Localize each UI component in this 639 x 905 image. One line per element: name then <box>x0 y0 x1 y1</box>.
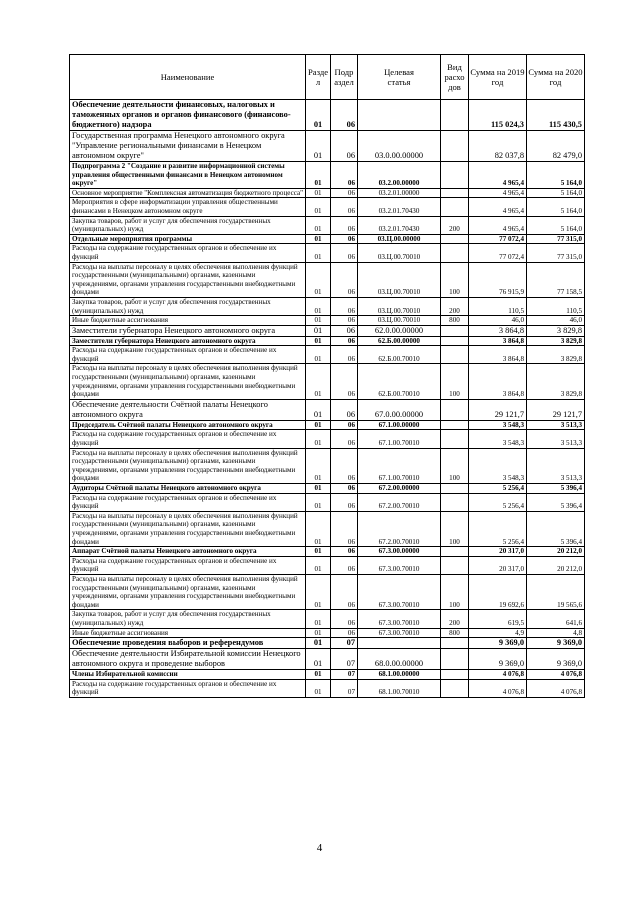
cell-name: Члены Избирательной комиссии <box>70 670 306 680</box>
header-name: Наименование <box>70 55 306 100</box>
table-row <box>70 244 585 262</box>
cell-vid-rashodov: 200 <box>441 297 469 315</box>
cell-razdel: 01 <box>306 262 331 297</box>
cell-name: Расходы на выплаты персоналу в целях обеспечения выполнения функций государственными (муниципальными) органами, казенными учреждениями, органами управления государственными внебюджетными фондами <box>70 364 306 399</box>
cell-podrazdel: 06 <box>331 262 358 297</box>
table-row <box>70 198 585 216</box>
cell-podrazdel: 06 <box>331 188 358 198</box>
cell-podrazdel: 06 <box>331 448 358 483</box>
cell-podrazdel: 06 <box>331 131 358 162</box>
cell-sum-2020: 77 315,0 <box>527 234 585 244</box>
cell-podrazdel: 06 <box>331 100 358 131</box>
cell-sum-2020: 9 369,0 <box>527 649 585 670</box>
cell-sum-2019: 4,9 <box>469 628 527 638</box>
cell-sum-2019: 3 864,8 <box>469 364 527 399</box>
cell-sum-2019: 3 864,8 <box>469 325 527 336</box>
cell-sum-2020: 5 164,0 <box>527 198 585 216</box>
cell-name: Аппарат Счётной палаты Ненецкого автономного округа <box>70 547 306 557</box>
cell-sum-2020: 3 513,3 <box>527 420 585 430</box>
cell-name: Обеспечение деятельности финансовых, налоговых и таможенных органов и органов финансового (финансово-бюджетного) надзора <box>70 100 306 131</box>
cell-sum-2020: 5 164,0 <box>527 188 585 198</box>
cell-podrazdel: 06 <box>331 430 358 448</box>
cell-sum-2020: 3 829,8 <box>527 364 585 399</box>
cell-vid-rashodov <box>441 188 469 198</box>
cell-sum-2019: 9 369,0 <box>469 649 527 670</box>
cell-name: Иные бюджетные ассигнования <box>70 628 306 638</box>
cell-name: Подпрограмма 2 "Создание и развитие информационной системы управления общественными финансами в Ненецком автономном округе" <box>70 162 306 189</box>
cell-razdel: 01 <box>306 610 331 628</box>
budget-table <box>69 54 585 698</box>
cell-sum-2020: 77 315,0 <box>527 244 585 262</box>
table-row <box>70 511 585 546</box>
cell-vid-rashodov <box>441 493 469 511</box>
cell-razdel: 01 <box>306 198 331 216</box>
table-row <box>70 346 585 364</box>
cell-sum-2019: 3 864,8 <box>469 346 527 364</box>
cell-vid-rashodov: 100 <box>441 262 469 297</box>
cell-sum-2020: 4 076,8 <box>527 670 585 680</box>
table-row <box>70 448 585 483</box>
table-header-row <box>70 55 585 100</box>
cell-sum-2019: 5 256,4 <box>469 493 527 511</box>
cell-name: Закупка товаров, работ и услуг для обеспечения государственных (муниципальных) нужд <box>70 297 306 315</box>
cell-celevaya-statya: 03.Ц.00.00000 <box>358 234 441 244</box>
cell-vid-rashodov <box>441 325 469 336</box>
cell-sum-2020: 82 479,0 <box>527 131 585 162</box>
cell-sum-2019: 3 864,8 <box>469 336 527 346</box>
cell-name: Государственная программа Ненецкого автономного округа "Управление региональными финансами в Ненецком автономном округе" <box>70 131 306 162</box>
cell-name: Обеспечение деятельности Избирательной комиссии Ненецкого автономного округа и проведение выборов <box>70 649 306 670</box>
table-row <box>70 100 585 131</box>
cell-sum-2019: 3 548,3 <box>469 430 527 448</box>
cell-sum-2019: 619,5 <box>469 610 527 628</box>
cell-celevaya-statya: 68.1.00.70010 <box>358 679 441 697</box>
cell-sum-2019: 4 076,8 <box>469 670 527 680</box>
cell-vid-rashodov <box>441 244 469 262</box>
cell-celevaya-statya: 03.Ц.00.70010 <box>358 244 441 262</box>
cell-vid-rashodov <box>441 638 469 649</box>
cell-podrazdel: 06 <box>331 610 358 628</box>
table-row <box>70 628 585 638</box>
cell-vid-rashodov: 200 <box>441 610 469 628</box>
cell-sum-2020: 29 121,7 <box>527 399 585 420</box>
cell-razdel: 01 <box>306 100 331 131</box>
cell-sum-2020: 3 513,3 <box>527 430 585 448</box>
cell-vid-rashodov <box>441 484 469 494</box>
cell-sum-2020: 115 430,5 <box>527 100 585 131</box>
budget-table-sheet <box>69 54 584 698</box>
cell-name: Расходы на содержание государственных органов и обеспечение их функций <box>70 346 306 364</box>
cell-podrazdel: 06 <box>331 420 358 430</box>
table-row <box>70 262 585 297</box>
cell-vid-rashodov: 100 <box>441 364 469 399</box>
cell-name: Расходы на выплаты персоналу в целях обеспечения выполнения функций государственными (муниципальными) органами, казенными учреждениями, органами управления государственными внебюджетными фондами <box>70 448 306 483</box>
cell-name: Председатель Счётной палаты Ненецкого автономного округа <box>70 420 306 430</box>
cell-vid-rashodov <box>441 346 469 364</box>
cell-sum-2020: 3 829,8 <box>527 325 585 336</box>
cell-razdel: 01 <box>306 297 331 315</box>
cell-vid-rashodov: 200 <box>441 216 469 234</box>
cell-podrazdel: 06 <box>331 547 358 557</box>
cell-name: Отдельные мероприятия программы <box>70 234 306 244</box>
cell-sum-2020: 3 829,8 <box>527 346 585 364</box>
cell-celevaya-statya: 62.0.00.00000 <box>358 325 441 336</box>
cell-razdel: 01 <box>306 131 331 162</box>
cell-sum-2019: 46,0 <box>469 316 527 326</box>
cell-celevaya-statya: 62.Б.00.00000 <box>358 336 441 346</box>
table-row <box>70 610 585 628</box>
cell-sum-2019: 9 369,0 <box>469 638 527 649</box>
table-row <box>70 649 585 670</box>
cell-sum-2019: 20 317,0 <box>469 556 527 574</box>
cell-vid-rashodov <box>441 556 469 574</box>
cell-sum-2019: 76 915,9 <box>469 262 527 297</box>
cell-podrazdel: 06 <box>331 493 358 511</box>
cell-name: Закупка товаров, работ и услуг для обеспечения государственных (муниципальных) нужд <box>70 610 306 628</box>
cell-name: Обеспечение проведения выборов и референдумов <box>70 638 306 649</box>
cell-celevaya-statya: 03.2.01.70430 <box>358 216 441 234</box>
cell-celevaya-statya: 67.3.00.70010 <box>358 610 441 628</box>
cell-celevaya-statya: 03.0.00.00000 <box>358 131 441 162</box>
cell-podrazdel: 07 <box>331 670 358 680</box>
cell-name: Расходы на содержание государственных органов и обеспечение их функций <box>70 430 306 448</box>
cell-sum-2020: 5 164,0 <box>527 162 585 189</box>
cell-celevaya-statya: 67.3.00.00000 <box>358 547 441 557</box>
cell-razdel: 01 <box>306 336 331 346</box>
cell-celevaya-statya: 62.Б.00.70010 <box>358 346 441 364</box>
cell-razdel: 01 <box>306 430 331 448</box>
cell-celevaya-statya <box>358 100 441 131</box>
cell-name: Заместители губернатора Ненецкого автономного округа <box>70 325 306 336</box>
cell-vid-rashodov: 100 <box>441 448 469 483</box>
cell-celevaya-statya: 67.3.00.70010 <box>358 556 441 574</box>
cell-razdel: 01 <box>306 670 331 680</box>
table-row <box>70 131 585 162</box>
cell-sum-2020: 4,8 <box>527 628 585 638</box>
table-row <box>70 162 585 189</box>
cell-razdel: 01 <box>306 638 331 649</box>
cell-sum-2019: 29 121,7 <box>469 399 527 420</box>
cell-podrazdel: 06 <box>331 364 358 399</box>
table-row <box>70 188 585 198</box>
cell-name: Иные бюджетные ассигнования <box>70 316 306 326</box>
cell-name: Расходы на содержание государственных органов и обеспечение их функций <box>70 679 306 697</box>
cell-razdel: 01 <box>306 399 331 420</box>
cell-vid-rashodov <box>441 336 469 346</box>
cell-vid-rashodov: 800 <box>441 628 469 638</box>
cell-razdel: 01 <box>306 346 331 364</box>
cell-celevaya-statya: 03.2.01.00000 <box>358 188 441 198</box>
cell-name: Мероприятия в сфере информатизации управления общественными финансами в Ненецком автономном округе <box>70 198 306 216</box>
cell-sum-2019: 110,5 <box>469 297 527 315</box>
cell-celevaya-statya: 03.Ц.00.70010 <box>358 262 441 297</box>
cell-celevaya-statya: 67.1.00.70010 <box>358 430 441 448</box>
table-row <box>70 493 585 511</box>
table-row <box>70 679 585 697</box>
cell-sum-2020: 5 396,4 <box>527 511 585 546</box>
cell-sum-2020: 641,6 <box>527 610 585 628</box>
cell-sum-2019: 5 256,4 <box>469 484 527 494</box>
cell-sum-2020: 77 158,5 <box>527 262 585 297</box>
cell-vid-rashodov <box>441 198 469 216</box>
cell-sum-2020: 5 396,4 <box>527 484 585 494</box>
cell-celevaya-statya: 68.0.00.00000 <box>358 649 441 670</box>
cell-podrazdel: 06 <box>331 234 358 244</box>
cell-name: Основное мероприятие "Комплексная автоматизация бюджетного процесса" <box>70 188 306 198</box>
cell-vid-rashodov <box>441 679 469 697</box>
cell-sum-2020: 5 164,0 <box>527 216 585 234</box>
cell-sum-2019: 4 076,8 <box>469 679 527 697</box>
cell-podrazdel: 06 <box>331 198 358 216</box>
cell-razdel: 01 <box>306 556 331 574</box>
header-celevaya-statya: Целевая статья <box>358 55 441 100</box>
cell-razdel: 01 <box>306 162 331 189</box>
cell-sum-2020: 20 212,0 <box>527 556 585 574</box>
cell-podrazdel: 06 <box>331 574 358 609</box>
cell-celevaya-statya: 67.2.00.00000 <box>358 484 441 494</box>
cell-sum-2019: 77 072,4 <box>469 234 527 244</box>
cell-podrazdel: 06 <box>331 162 358 189</box>
table-row <box>70 336 585 346</box>
cell-celevaya-statya: 67.2.00.70010 <box>358 493 441 511</box>
cell-podrazdel: 06 <box>331 316 358 326</box>
cell-podrazdel: 07 <box>331 649 358 670</box>
cell-name: Расходы на содержание государственных органов и обеспечение их функций <box>70 556 306 574</box>
cell-razdel: 01 <box>306 244 331 262</box>
cell-sum-2019: 82 037,8 <box>469 131 527 162</box>
table-row <box>70 430 585 448</box>
cell-sum-2019: 4 965,4 <box>469 162 527 189</box>
cell-celevaya-statya: 03.Ц.00.70010 <box>358 297 441 315</box>
cell-razdel: 01 <box>306 628 331 638</box>
table-row <box>70 216 585 234</box>
cell-sum-2019: 4 965,4 <box>469 216 527 234</box>
table-row <box>70 574 585 609</box>
cell-podrazdel: 06 <box>331 336 358 346</box>
cell-vid-rashodov <box>441 234 469 244</box>
header-podrazdel: Подр аздел <box>331 55 358 100</box>
cell-razdel: 01 <box>306 511 331 546</box>
cell-sum-2019: 19 692,6 <box>469 574 527 609</box>
cell-podrazdel: 06 <box>331 399 358 420</box>
cell-podrazdel: 06 <box>331 484 358 494</box>
cell-podrazdel: 06 <box>331 297 358 315</box>
cell-vid-rashodov <box>441 430 469 448</box>
cell-name: Заместители губернатора Ненецкого автономного округа <box>70 336 306 346</box>
cell-celevaya-statya: 67.2.00.70010 <box>358 511 441 546</box>
cell-sum-2019: 5 256,4 <box>469 511 527 546</box>
cell-sum-2020: 19 565,6 <box>527 574 585 609</box>
table-row <box>70 234 585 244</box>
cell-razdel: 01 <box>306 316 331 326</box>
cell-podrazdel: 06 <box>331 325 358 336</box>
cell-razdel: 01 <box>306 484 331 494</box>
table-row <box>70 399 585 420</box>
cell-name: Расходы на выплаты персоналу в целях обеспечения выполнения функций государственными (муниципальными) органами, казенными учреждениями, органами управления государственными внебюджетными фондами <box>70 262 306 297</box>
cell-name: Расходы на содержание государственных органов и обеспечение их функций <box>70 493 306 511</box>
cell-sum-2020: 3 513,3 <box>527 448 585 483</box>
cell-sum-2019: 3 548,3 <box>469 420 527 430</box>
page-number: 4 <box>316 842 323 854</box>
cell-razdel: 01 <box>306 364 331 399</box>
cell-podrazdel: 06 <box>331 628 358 638</box>
cell-sum-2020: 3 829,8 <box>527 336 585 346</box>
cell-razdel: 01 <box>306 574 331 609</box>
cell-sum-2020: 5 396,4 <box>527 493 585 511</box>
cell-sum-2020: 46,0 <box>527 316 585 326</box>
cell-sum-2019: 4 965,4 <box>469 188 527 198</box>
cell-sum-2019: 115 024,3 <box>469 100 527 131</box>
cell-name: Обеспечение деятельности Счётной палаты Ненецкого автономного округа <box>70 399 306 420</box>
table-row <box>70 556 585 574</box>
header-sum-2019: Сумма на 2019 год <box>469 55 527 100</box>
table-row <box>70 364 585 399</box>
cell-vid-rashodov <box>441 100 469 131</box>
cell-podrazdel: 06 <box>331 556 358 574</box>
cell-celevaya-statya: 67.0.00.00000 <box>358 399 441 420</box>
cell-vid-rashodov: 800 <box>441 316 469 326</box>
header-razdel: Разде л <box>306 55 331 100</box>
cell-vid-rashodov <box>441 547 469 557</box>
cell-vid-rashodov <box>441 420 469 430</box>
table-row <box>70 316 585 326</box>
cell-podrazdel: 06 <box>331 346 358 364</box>
table-row <box>70 484 585 494</box>
cell-podrazdel: 06 <box>331 244 358 262</box>
table-row <box>70 670 585 680</box>
cell-sum-2020: 4 076,8 <box>527 679 585 697</box>
cell-sum-2019: 20 317,0 <box>469 547 527 557</box>
cell-podrazdel: 06 <box>331 511 358 546</box>
cell-vid-rashodov <box>441 649 469 670</box>
cell-celevaya-statya: 03.2.01.70430 <box>358 198 441 216</box>
cell-vid-rashodov <box>441 162 469 189</box>
cell-razdel: 01 <box>306 679 331 697</box>
cell-celevaya-statya: 67.1.00.70010 <box>358 448 441 483</box>
header-vid-rashodov: Вид расхо дов <box>441 55 469 100</box>
cell-sum-2019: 4 965,4 <box>469 198 527 216</box>
cell-celevaya-statya: 62.Б.00.70010 <box>358 364 441 399</box>
cell-vid-rashodov <box>441 399 469 420</box>
cell-razdel: 01 <box>306 448 331 483</box>
cell-razdel: 01 <box>306 420 331 430</box>
cell-razdel: 01 <box>306 188 331 198</box>
cell-celevaya-statya: 68.1.00.00000 <box>358 670 441 680</box>
cell-sum-2020: 20 212,0 <box>527 547 585 557</box>
cell-name: Расходы на содержание государственных органов и обеспечение их функций <box>70 244 306 262</box>
table-row <box>70 325 585 336</box>
cell-vid-rashodov: 100 <box>441 511 469 546</box>
cell-razdel: 01 <box>306 325 331 336</box>
cell-celevaya-statya: 67.3.00.70010 <box>358 574 441 609</box>
cell-celevaya-statya: 67.3.00.70010 <box>358 628 441 638</box>
cell-celevaya-statya: 67.1.00.00000 <box>358 420 441 430</box>
table-row <box>70 638 585 649</box>
table-row <box>70 297 585 315</box>
cell-podrazdel: 07 <box>331 638 358 649</box>
cell-razdel: 01 <box>306 547 331 557</box>
cell-sum-2020: 110,5 <box>527 297 585 315</box>
cell-podrazdel: 07 <box>331 679 358 697</box>
cell-celevaya-statya: 03.Ц.00.70010 <box>358 316 441 326</box>
cell-sum-2019: 3 548,3 <box>469 448 527 483</box>
cell-razdel: 01 <box>306 216 331 234</box>
cell-razdel: 01 <box>306 649 331 670</box>
cell-podrazdel: 06 <box>331 216 358 234</box>
cell-name: Аудиторы Счётной палаты Ненецкого автономного округа <box>70 484 306 494</box>
cell-name: Закупка товаров, работ и услуг для обеспечения государственных (муниципальных) нужд <box>70 216 306 234</box>
cell-razdel: 01 <box>306 234 331 244</box>
header-sum-2020: Сумма на 2020 год <box>527 55 585 100</box>
cell-sum-2019: 77 072,4 <box>469 244 527 262</box>
table-row <box>70 547 585 557</box>
cell-celevaya-statya: 03.2.00.00000 <box>358 162 441 189</box>
cell-celevaya-statya <box>358 638 441 649</box>
cell-vid-rashodov <box>441 670 469 680</box>
cell-vid-rashodov: 100 <box>441 574 469 609</box>
cell-vid-rashodov <box>441 131 469 162</box>
cell-name: Расходы на выплаты персоналу в целях обеспечения выполнения функций государственными (муниципальными) органами, казенными учреждениями, органами управления государственными внебюджетными фондами <box>70 574 306 609</box>
cell-sum-2020: 9 369,0 <box>527 638 585 649</box>
table-row <box>70 420 585 430</box>
cell-name: Расходы на выплаты персоналу в целях обеспечения выполнения функций государственными (муниципальными) органами, казенными учреждениями, органами управления государственными внебюджетными фондами <box>70 511 306 546</box>
cell-razdel: 01 <box>306 493 331 511</box>
